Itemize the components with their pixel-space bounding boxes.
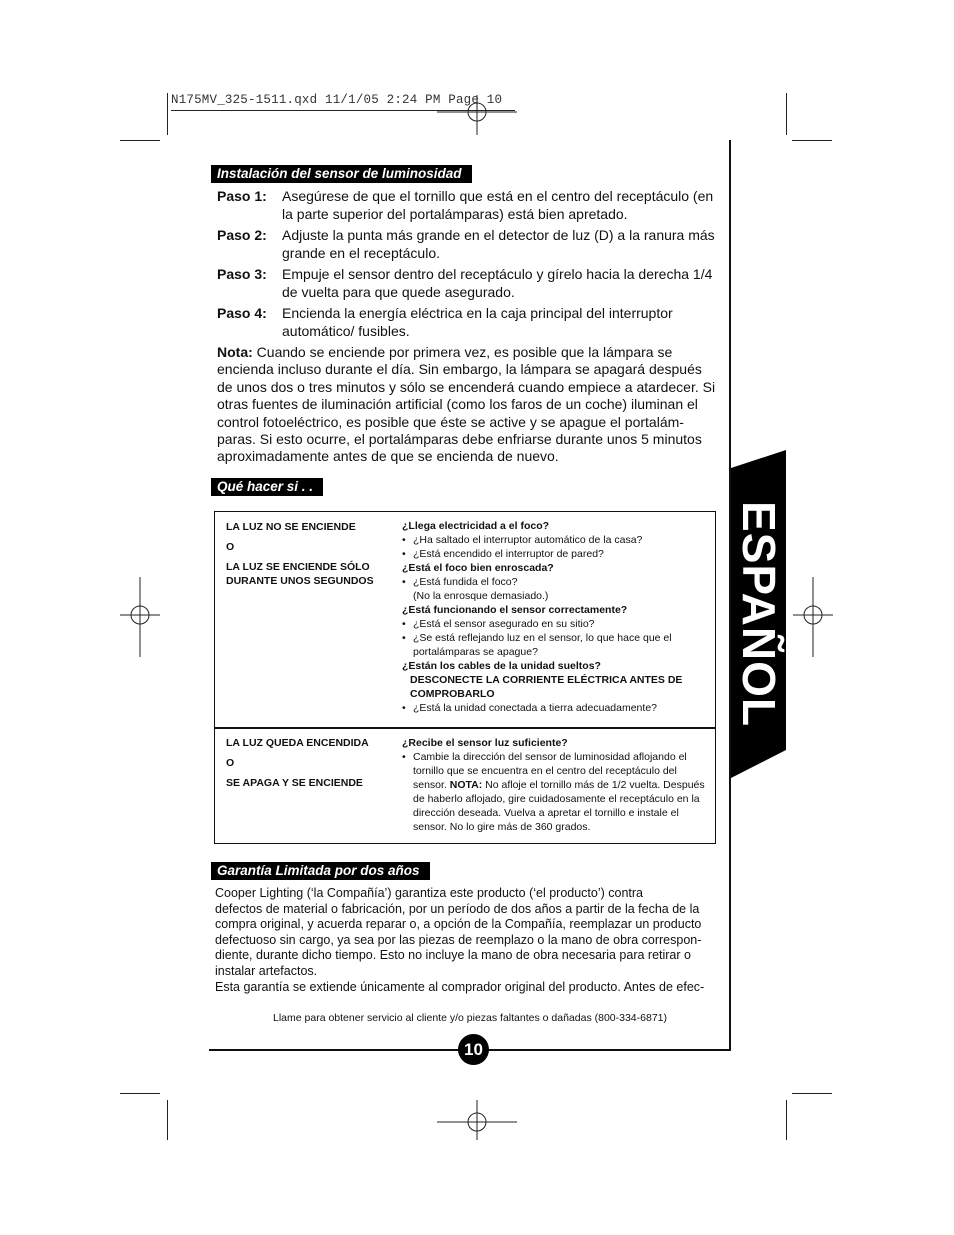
registration-mark-icon (120, 577, 160, 657)
slug-underline (171, 110, 515, 111)
section-heading-installation: Instalación del sensor de luminosidad (211, 165, 472, 183)
warranty-text (215, 886, 715, 995)
or-text: O (226, 757, 235, 769)
problem-text: LA LUZ SE ENCIENDE SÓLO DURANTE UNOS SEGUNDOS (226, 561, 374, 587)
bullet-item: • ¿Ha saltado el interruptor automático de la casa? (402, 533, 707, 547)
question-text: ¿Está el foco bien enroscada? (402, 562, 554, 574)
registration-mark-icon (437, 1100, 517, 1140)
solution-cell (402, 736, 707, 834)
table-row-divider (215, 727, 715, 729)
section-heading-warranty: Garantía Limitada por dos años (211, 862, 430, 880)
question-text: ¿Llega electricidad a el foco? (402, 520, 550, 532)
note-text: Cuando se enciende por primera vez, es posible que la lámpara se encienda incluso durante el día. Sin embargo, la lámpara se apagará después de unos dos o tres minutos y sólo se encenderá cuando empiece a atardecer. Si otras fuentes de iluminación artificial (como los faros de un coche) iluminan el control fotoeléctrico, es posible que éste se active y se apague el portalám-paras. Si esto ocurre, el portalámparas debe enfriarse durante unos 5 minutos aproximadamente antes de que se encienda de nuevo. (217, 344, 716, 465)
crop-mark (167, 93, 168, 135)
bullet-text: Cambie la dirección del sensor de luminosidad aflojando el tornillo que se encuentra en el centro del receptáculo del sensor. (413, 751, 687, 791)
step-text: Empuje el sensor dentro del receptáculo y gírelo hacia la derecha 1/4 de vuelta para que quede asegurado. (282, 266, 713, 300)
problem-text: LA LUZ NO SE ENCIENDE (226, 521, 356, 533)
bullet-item: • ¿Está encendido el interruptor de pared? (402, 547, 707, 561)
warranty-paragraph: Esta garantía se extiende únicamente al comprador original del producto. Antes de efec- (215, 979, 705, 994)
step-text: Adjuste la punta más grande en el detector de luz (D) a la ranura más grande en el receptáculo. (282, 227, 715, 261)
problem-text: SE APAGA Y SE ENCIENDE (226, 777, 363, 789)
question-text: ¿Está funcionando el sensor correctamente? (402, 604, 628, 616)
step-label: Paso 3: (217, 266, 267, 282)
troubleshooting-table (214, 511, 716, 844)
warning-text: DESCONECTE LA CORRIENTE ELÉCTRICA ANTES DE COMPROBARLO (410, 674, 683, 700)
problem-cell (226, 736, 396, 790)
crop-mark (167, 1100, 168, 1140)
bullet-continuation: (No la enrosque demasiado.) (413, 590, 549, 602)
note-label: NOTA: (449, 779, 483, 791)
bullet-text: No afloje el tornillo más de 1/2 vuelta. Después de haberlo aflojado, gire cuidadosamente el receptáculo en la dirección deseada. Vuelva a apretar el tornillo e instale el sensor. No lo gire más de 360 grados. (413, 779, 705, 833)
step-text: Asegúrese de que el tornillo que está en el centro del receptáculo (en la parte superior del portalámparas) está bien apretado. (282, 188, 714, 222)
registration-mark-icon (793, 577, 833, 657)
crop-mark (792, 1093, 832, 1094)
question-text: ¿Recibe el sensor luz suficiente? (402, 737, 568, 749)
note-label: Nota: (217, 344, 253, 360)
bullet-item: • ¿Está fundida el foco? (402, 575, 707, 589)
question-text: ¿Están los cables de la unidad sueltos? (402, 660, 601, 672)
bullet-item: • ¿Se está reflejando luz en el sensor, lo que hace que el portalámparas se apague? (402, 631, 707, 659)
solution-cell (402, 519, 707, 715)
crop-mark (120, 140, 160, 141)
warranty-line: Cooper Lighting (‘la Compañía’) garantiza este producto (‘el producto’) contra (215, 886, 644, 900)
step-text: Encienda la energía eléctrica en la caja principal del interruptor automático/ fusibles. (282, 305, 673, 339)
language-tab-label: ESPAÑOL (732, 501, 785, 727)
file-slug: N175MV_325-1511.qxd 11/1/05 2:24 PM Page 10 (171, 93, 503, 107)
section-heading-troubleshooting: Qué hacer si . . (211, 478, 323, 496)
warranty-paragraph: defectos de material o fabricación, por un período de dos años a partir de la fecha de la compra original, y acuerda reparar o, a opción de la Compañía, reemplazar un producto defectuoso sin cargo, ya sea por las piezas de reemplazo o la mano de obra correspon-diente, durante dicho tiempo. Esto no incluye la mano de obra necesaria para retirar o instalar artefactos. (215, 901, 702, 978)
bullet-item (402, 750, 707, 834)
crop-mark (120, 1093, 160, 1094)
customer-service-footer: Llame para obtener servicio al cliente y/o piezas faltantes o dañadas (800-334-6871) (273, 1012, 667, 1024)
bullet-item: • ¿Está el sensor asegurado en su sitio? (402, 617, 707, 631)
crop-mark (786, 93, 787, 135)
step-label: Paso 2: (217, 227, 267, 243)
problem-text: LA LUZ QUEDA ENCENDIDA (226, 737, 369, 749)
crop-mark (792, 140, 832, 141)
step-label: Paso 1: (217, 188, 267, 204)
note-paragraph (217, 344, 717, 466)
or-text: O (226, 541, 235, 553)
crop-mark (786, 1100, 787, 1140)
problem-cell (226, 520, 396, 588)
page-number: 10 (458, 1034, 489, 1065)
bullet-item: • ¿Está la unidad conectada a tierra adecuadamente? (402, 701, 707, 715)
step-label: Paso 4: (217, 305, 267, 321)
